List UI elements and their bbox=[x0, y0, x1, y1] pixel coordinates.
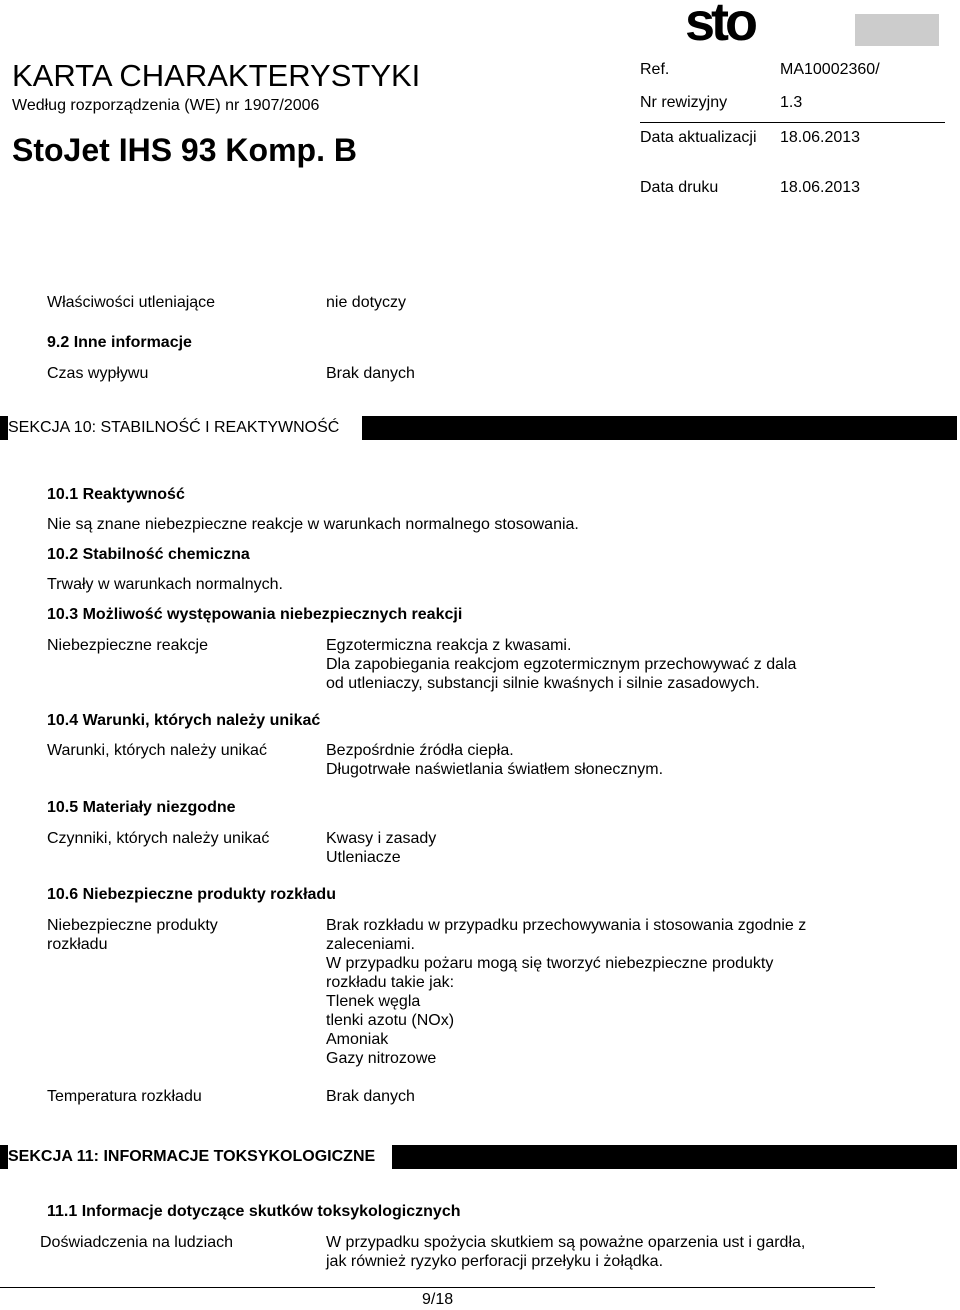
document-title: KARTA CHARAKTERYSTYKI bbox=[12, 58, 421, 93]
hazardous-reactions-line: Dla zapobiegania reakcjom egzotermicznym przechowywać z dala bbox=[326, 656, 797, 673]
decomposition-line: W przypadku pożaru mogą się tworzyć niebezpieczne produkty bbox=[326, 955, 774, 972]
materials-line: Kwasy i zasady bbox=[326, 830, 437, 847]
page-number: 9/18 bbox=[422, 1291, 454, 1308]
oxidizing-value: nie dotyczy bbox=[326, 294, 407, 311]
decomposition-line: rozkładu takie jak: bbox=[326, 974, 455, 991]
materials-label: Czynniki, których należy unikać bbox=[47, 830, 270, 847]
hazardous-reactions-line: od utleniaczy, substancji silnie kwaśnych i silnie zasadowych. bbox=[326, 675, 760, 692]
conditions-heading: 10.4 Warunki, których należy unikać bbox=[47, 712, 321, 729]
regulation-reference: Według rozporządzenia (WE) nr 1907/2006 bbox=[12, 97, 320, 114]
hazardous-reactions-heading: 10.3 Możliwość występowania niebezpiecznych reakcji bbox=[47, 606, 463, 623]
sto-logo bbox=[683, 0, 939, 46]
decomposition-heading: 10.6 Niebezpieczne produkty rozkładu bbox=[47, 886, 336, 903]
flow-time-value: Brak danych bbox=[326, 365, 415, 382]
decomposition-line: Brak rozkładu w przypadku przechowywania i stosowania zgodnie z bbox=[326, 917, 807, 934]
hazardous-reactions-label: Niebezpieczne reakcje bbox=[47, 637, 208, 654]
human-experience-value bbox=[326, 1233, 805, 1271]
revision-value: 1.3 bbox=[780, 94, 803, 111]
decomposition-label bbox=[47, 916, 218, 954]
header-rule bbox=[640, 122, 945, 123]
flow-time-label: Czas wypływu bbox=[47, 365, 149, 382]
ref-value: MA10002360/ bbox=[780, 61, 880, 78]
decomposition-temp-value: Brak danych bbox=[326, 1088, 415, 1105]
reactivity-heading: 10.1 Reaktywność bbox=[47, 486, 185, 503]
section-11-title: SEKCJA 11: INFORMACJE TOKSYKOLOGICZNE bbox=[8, 1145, 392, 1169]
decomposition-line: tlenki azotu (NOx) bbox=[326, 1012, 455, 1029]
decomposition-label-line: rozkładu bbox=[47, 936, 108, 953]
conditions-label: Warunki, których należy unikać bbox=[47, 742, 267, 759]
print-date-label: Data druku bbox=[640, 179, 719, 196]
update-date-value: 18.06.2013 bbox=[780, 129, 861, 146]
conditions-line: Bezpośrdnie źródła ciepła. bbox=[326, 742, 514, 759]
decomposition-label-line: Niebezpieczne produkty bbox=[47, 917, 218, 934]
print-date-value: 18.06.2013 bbox=[780, 179, 861, 196]
hazardous-reactions-line: Egzotermiczna reakcja z kwasami. bbox=[326, 637, 572, 654]
update-date-label: Data aktualizacji bbox=[640, 129, 757, 146]
decomposition-line: Gazy nitrozowe bbox=[326, 1050, 437, 1067]
decomposition-line: Amoniak bbox=[326, 1031, 389, 1048]
decomposition-temp-label: Temperatura rozkładu bbox=[47, 1088, 202, 1105]
conditions-value bbox=[326, 741, 663, 779]
decomposition-line: Tlenek węgla bbox=[326, 993, 421, 1010]
toxicology-heading: 11.1 Informacje dotyczące skutków toksykologicznych bbox=[47, 1203, 461, 1220]
revision-label: Nr rewizyjny bbox=[640, 94, 728, 111]
human-experience-line: W przypadku spożycia skutkiem są poważne oparzenia ust i gardła, bbox=[326, 1234, 806, 1251]
other-info-heading: 9.2 Inne informacje bbox=[47, 334, 192, 351]
materials-line: Utleniacze bbox=[326, 849, 401, 866]
stability-text: Trwały w warunkach normalnych. bbox=[47, 576, 283, 593]
section-11-bar-gap bbox=[392, 1145, 874, 1147]
section-10-bar-gap bbox=[362, 416, 874, 418]
human-experience-line: jak również ryzyko perforacji przełyku i żołądka. bbox=[326, 1253, 664, 1270]
oxidizing-label: Właściwości utleniające bbox=[47, 294, 216, 311]
product-name: StoJet IHS 93 Komp. B bbox=[12, 132, 357, 168]
footer-rule bbox=[0, 1287, 875, 1288]
ref-label: Ref. bbox=[640, 61, 670, 78]
section-10-title: SEKCJA 10: STABILNOŚĆ I REAKTYWNOŚĆ bbox=[8, 416, 362, 440]
decomposition-value bbox=[326, 916, 806, 1068]
materials-heading: 10.5 Materiały niezgodne bbox=[47, 799, 236, 816]
stability-heading: 10.2 Stabilność chemiczna bbox=[47, 546, 250, 563]
hazardous-reactions-value bbox=[326, 636, 796, 693]
materials-value bbox=[326, 829, 436, 867]
reactivity-text: Nie są znane niebezpieczne reakcje w warunkach normalnego stosowania. bbox=[47, 516, 579, 533]
human-experience-label: Doświadczenia na ludziach bbox=[40, 1234, 233, 1251]
conditions-line: Długotrwałe naświetlania światłem słonecznym. bbox=[326, 761, 664, 778]
decomposition-line: zaleceniami. bbox=[326, 936, 415, 953]
logo-text: sto bbox=[685, 0, 754, 46]
